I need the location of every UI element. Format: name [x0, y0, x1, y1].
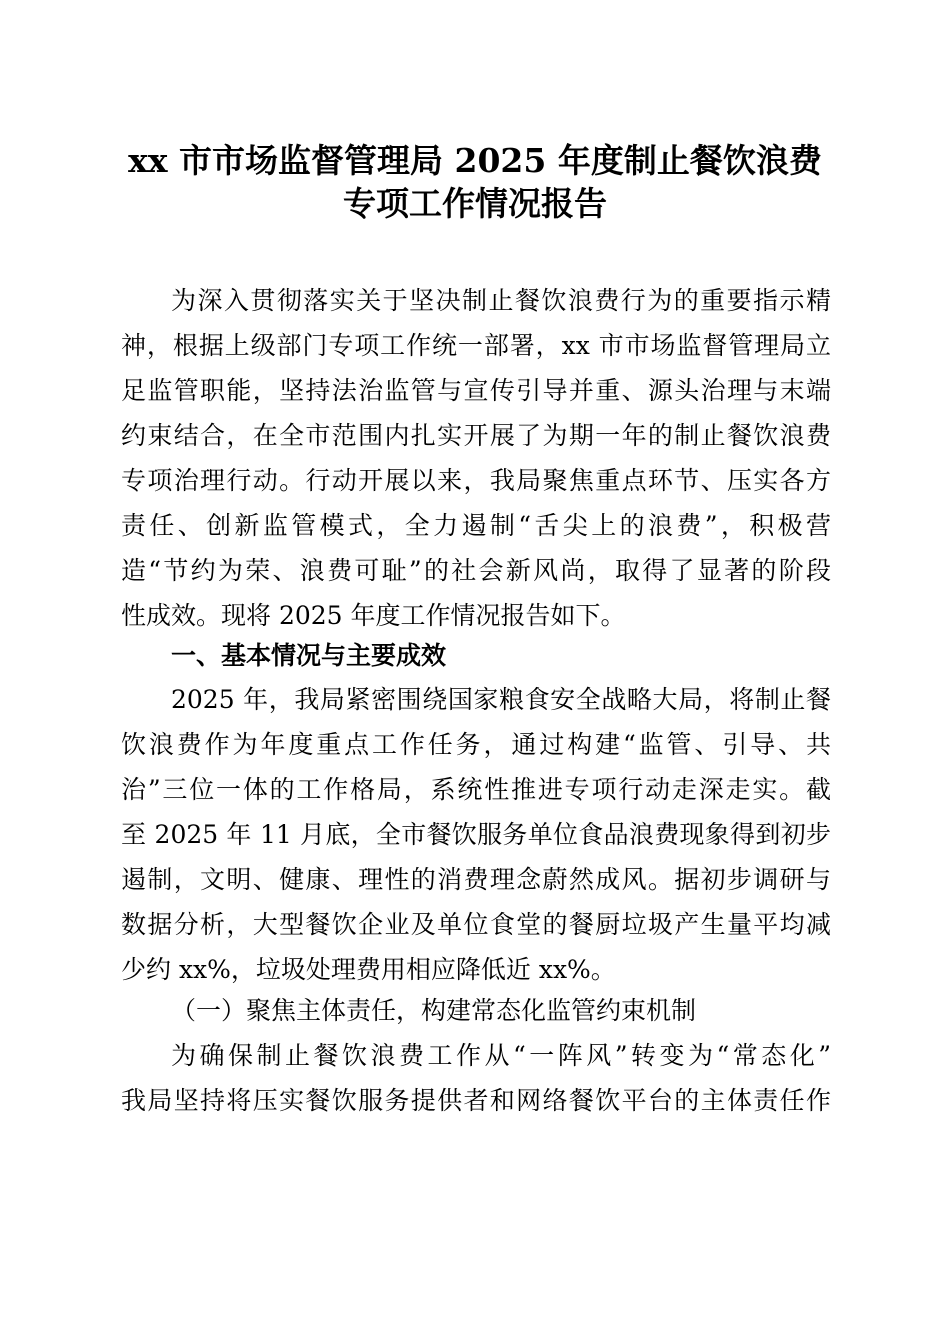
section-heading-1: 一、基本情况与主要成效 — [171, 641, 447, 670]
paragraph-line: 数据分析，大型餐饮企业及单位食堂的餐厨垃圾产生量平均减 — [121, 910, 831, 939]
intro-paragraph — [121, 278, 831, 638]
paragraph-line: 治”三位一体的工作格局，系统性推进专项行动走深走实。截 — [121, 775, 831, 804]
paragraph-line: 饮浪费作为年度重点工作任务，通过构建“监管、引导、共 — [121, 730, 831, 759]
document-title-line-1: xx 市市场监督管理局 2025 年度制止餐饮浪费 — [128, 141, 822, 180]
paragraph-line: 我局坚持将压实餐饮服务提供者和网络餐饮平台的主体责任作 — [121, 1086, 831, 1115]
paragraph-line: 约束结合，在全市范围内扎实开展了为期一年的制止餐饮浪费 — [121, 421, 831, 450]
paragraph-line: 性成效。现将 2025 年度工作情况报告如下。 — [121, 601, 626, 630]
document-title-line-2: 专项工作情况报告 — [343, 184, 607, 223]
paragraph-line: 2025 年，我局紧密围绕国家粮食安全战略大局，将制止餐 — [171, 685, 831, 714]
subsection-heading-1: （一）聚焦主体责任，构建常态化监管约束机制 — [171, 996, 697, 1025]
paragraph-line: 神，根据上级部门专项工作统一部署，xx 市市场监督管理局立 — [121, 331, 831, 360]
paragraph-line: 造“节约为荣、浪费可耻”的社会新风尚，取得了显著的阶段 — [121, 556, 831, 585]
paragraph-line: 至 2025 年 11 月底，全市餐饮服务单位食品浪费现象得到初步 — [121, 820, 831, 849]
section-1-paragraph — [121, 677, 831, 992]
paragraph-line: 足监管职能，坚持法治监管与宣传引导并重、源头治理与末端 — [121, 376, 831, 405]
paragraph-line: 为深入贯彻落实关于坚决制止餐饮浪费行为的重要指示精 — [171, 286, 831, 315]
subsection-1-paragraph — [121, 1033, 831, 1123]
paragraph-line: 责任、创新监管模式，全力遏制“舌尖上的浪费”，积极营 — [121, 511, 831, 540]
paragraph-line: 为确保制止餐饮浪费工作从“一阵风”转变为“常态化” — [171, 1041, 831, 1070]
paragraph-line: 遏制，文明、健康、理性的消费理念蔚然成风。据初步调研与 — [121, 865, 831, 894]
paragraph-line: 专项治理行动。行动开展以来，我局聚焦重点环节、压实各方 — [121, 466, 831, 495]
paragraph-line: 少约 xx%，垃圾处理费用相应降低近 xx%。 — [121, 955, 616, 984]
